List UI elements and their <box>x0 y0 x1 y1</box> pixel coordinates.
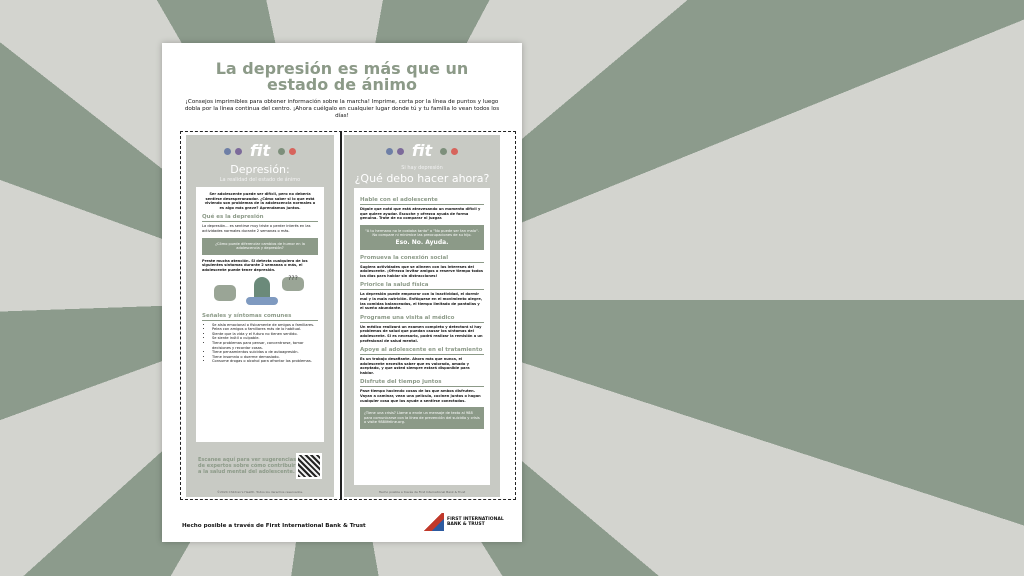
right-card <box>354 188 490 485</box>
list-item: • Tiene problemas para pensar, concentrarse, tomar decisiones y recordar cosas. <box>212 341 318 350</box>
section-text: Es un trabajo desafiante. Ahora más que nunca, el adolescente necesita saber que es valorado, amado y aceptado, y que usted siempre estará disponible para hablar. <box>360 357 470 375</box>
panel-subheading: La realidad del estado de ánimo <box>219 177 301 183</box>
right-panel <box>344 135 500 497</box>
flyer-subtitle: ¡Consejos imprimibles para obtener información sobre la marcha! Imprime, corta por la línea de puntos y luego dobla por la línea continua del centro. ¡Ahora cuélgalo en cualquier lugar donde tú y tu familia lo vean todos los días! <box>184 99 500 119</box>
section-text: Dígale que notó que está atravesando un momento difícil y que quiere ayudar. Escuche y ofrezca ayuda de forma genuina. Trate de no comparar ni juzgar. <box>360 207 481 221</box>
section-heading: Priorice la salud física <box>360 281 484 290</box>
intro-text: Ser adolescente puede ser difícil, pero no debería sentirse desesperanzador. ¿Cómo saber si lo que está viviendo son problemas de la adolescencia normales o es algo más grave? Aprendamos juntos. <box>204 192 316 210</box>
section-text: Sugiera actividades que se alineen con los intereses del adolescente. ¡Ofrezca invitar amigos o reserve tiempo todos los días para hablar sin distracciones! <box>360 264 484 278</box>
quote-emphasis: Eso. No. Ayuda. <box>395 238 449 246</box>
list-item: • Tiene insomnio o duerme demasiado. <box>212 355 318 360</box>
section-text: Un médico realizará un examen completo y detectará si hay problemas de salud que puedan causar los síntomas del adolescente. Si es necesario, podrá realizar la remisión a un profesional de salud mental. <box>360 324 483 343</box>
section-heading: Qué es la depresión <box>202 213 318 222</box>
list-item: • Pelea con amigos o familiares más de lo habitual. <box>212 327 318 332</box>
section-text: La depresión... es sentirse muy triste o perder interés en las actividades normales durante 2 semanas o más. <box>202 224 311 233</box>
fold-line <box>340 131 342 500</box>
panel-footer: ©2024 Children's Health. Todos los derechos reservados. <box>217 490 303 494</box>
bank-name: FIRST INTERNATIONAL BANK & TRUST <box>447 517 504 527</box>
section-heading: Promueva la conexión social <box>360 254 484 263</box>
quote-text: "A tu hermano no le costaba tanto" o "No puede ser tan malo". No compare ni minimice las preocupaciones de su hijo. <box>365 228 479 238</box>
qr-code[interactable] <box>296 453 322 479</box>
list-item: • Se aísla emocional o físicamente de amigos o familiares. <box>212 323 318 328</box>
crisis-box: ¿Tiene una crisis? Llame o envíe un mensaje de texto al 988 para comunicarse con la línea de prevención del suicidio y crisis o visite 988lifeline.org. <box>360 407 484 429</box>
teen-illustration: ??? <box>202 273 318 309</box>
sponsor-credit: Hecho posible a través de First International Bank & Trust <box>182 523 366 529</box>
section-text: La depresión puede empeorar con la inactividad, el dormir mal y la mala nutrición. Enfóquese en el movimiento alegre, las comidas balanceadas, el tiempo limitado de pantallas y el sueño abundante. <box>360 292 483 311</box>
list-item: • Tiene pensamientos suicidas o de autoagresión. <box>212 350 318 355</box>
section-heading: Disfrute del tiempo juntos <box>360 378 484 387</box>
bank-logo-mark <box>422 513 444 531</box>
printable-flyer <box>162 43 522 542</box>
list-item: • Se siente inútil o culpable. <box>212 336 318 341</box>
bank-logo <box>422 513 507 531</box>
fit-logo: fit <box>344 141 500 160</box>
fit-logo: fit <box>186 141 334 160</box>
symptoms-list <box>202 323 318 364</box>
quote-box <box>360 225 484 250</box>
section-text: Pase tiempo haciendo cosas de las que ambos disfruten. Vayan a caminar, vean una película, cocinen juntos o hagan cualquier cosa que los ayude a sentirse conectados. <box>360 389 481 403</box>
left-card <box>196 187 324 442</box>
list-item: • Consume drogas o alcohol para afrontar los problemas. <box>212 359 318 364</box>
scan-text: Escanee aquí para ver sugerencias de expertos sobre cómo contribuir a la salud mental del adolescente. <box>198 457 297 475</box>
panel-subheading: Si hay depresión <box>401 165 443 171</box>
flyer-title: La depresión es más que un estado de ánimo <box>215 59 469 94</box>
callout-box: ¿Cómo puede diferenciar cambios de humor en la adolescencia y depresión? <box>202 238 318 255</box>
section-heading: Hable con el adolescente <box>360 196 484 205</box>
section-heading: Señales y síntomas comunes <box>202 312 318 321</box>
panel-heading: Depresión: <box>230 163 290 176</box>
list-item: • Siente que la vida y el futuro no tienen sentido. <box>212 332 318 337</box>
panel-heading: ¿Qué debo hacer ahora? <box>354 172 490 185</box>
left-panel <box>186 135 334 497</box>
section-text: Preste mucha atención. Si detecta cualquiera de los siguientes síntomas durante 2 semanas o más, el adolescente puede tener depresión. <box>202 258 308 272</box>
panel-footer: Hecho posible a través de First International Bank & Trust <box>378 490 466 494</box>
section-heading: Programe una visita al médico <box>360 314 484 323</box>
section-heading: Apoye al adolescente en el tratamiento <box>360 347 483 354</box>
